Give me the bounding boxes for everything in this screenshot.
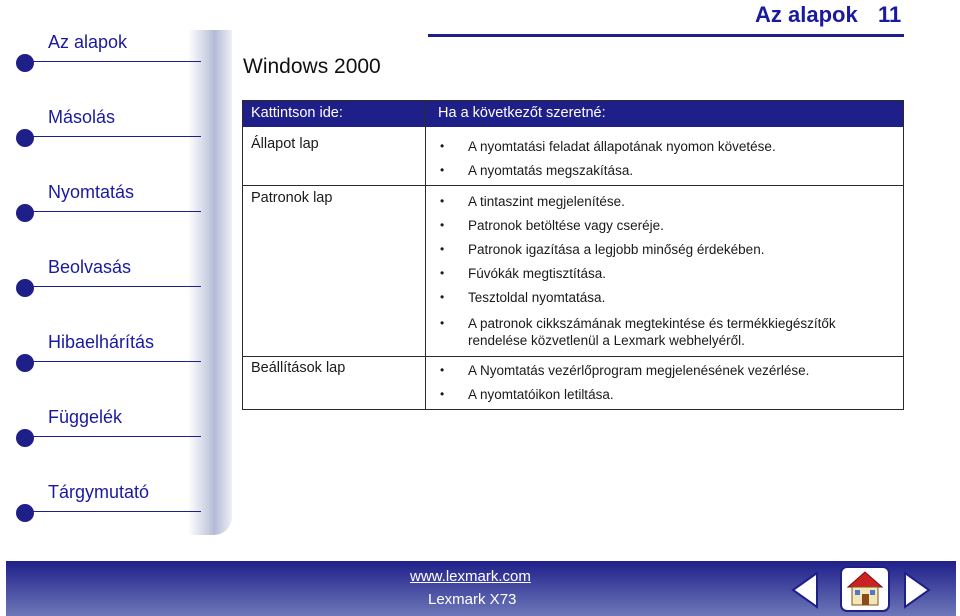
list-item: • A tintaszint megjelenítése. — [440, 194, 625, 209]
bullet-dot-icon — [16, 204, 34, 222]
sidebar-item-az-alapok[interactable] — [16, 32, 186, 62]
bullet-dot-icon — [16, 279, 34, 297]
product-name: Lexmark X73 — [428, 591, 517, 608]
bullet-icon: • — [440, 387, 445, 401]
list-item: • A Nyomtatás vezérlőprogram megjelenésének vezérlése. — [440, 363, 810, 378]
page-heading: Windows 2000 — [243, 55, 381, 78]
sidebar-item-label[interactable]: Másolás — [48, 107, 116, 127]
bullet-icon: • — [440, 194, 445, 208]
sidebar-item-fuggelek[interactable] — [16, 407, 186, 437]
sidebar-item-masolas[interactable] — [16, 107, 186, 137]
list-item: • Patronok betöltése vagy cseréje. — [440, 218, 664, 233]
forward-arrow-icon[interactable] — [902, 570, 932, 615]
divider — [32, 511, 201, 512]
sidebar-item-label[interactable]: Az alapok — [48, 32, 128, 52]
options-table — [242, 100, 904, 410]
row-label-patronok: Patronok lap — [251, 190, 333, 206]
section-title: Az alapok — [755, 2, 858, 27]
bullet-icon: • — [440, 363, 445, 377]
list-item: • Fúvókák megtisztítása. — [440, 266, 607, 281]
sidebar-item-beolvasas[interactable] — [16, 257, 186, 287]
sidebar-item-targymutato[interactable] — [16, 482, 186, 512]
bullet-dot-icon — [16, 504, 34, 522]
list-item: • A patronok cikkszámának megtekintése és termékkiegészítők rendelése közvetlenül a Lexmark webhelyéről. — [440, 316, 836, 348]
row-divider — [243, 356, 903, 357]
sidebar-item-label[interactable]: Hibaelhárítás — [48, 332, 155, 352]
bullet-icon: • — [440, 242, 445, 256]
list-item: • Tesztoldal nyomtatása. — [440, 290, 606, 305]
bullet-dot-icon — [16, 429, 34, 447]
bullet-icon: • — [440, 163, 445, 177]
bullet-icon: • — [440, 139, 445, 153]
divider — [32, 361, 201, 362]
divider — [32, 436, 201, 437]
bullet-icon: • — [440, 316, 445, 330]
column-header-purpose: Ha a következőt szeretné: — [438, 105, 606, 121]
divider — [32, 61, 201, 62]
bullet-dot-icon — [16, 54, 34, 72]
list-item: • A nyomtatóikon letiltása. — [440, 387, 614, 402]
row-label-allapot: Állapot lap — [251, 136, 319, 152]
sidebar-item-label[interactable]: Beolvasás — [48, 257, 132, 277]
column-header-click: Kattintson ide: — [251, 105, 343, 121]
row-divider — [243, 185, 903, 186]
home-icon[interactable] — [840, 566, 890, 616]
table-header — [243, 101, 903, 127]
sidebar-item-label[interactable]: Tárgymutató — [48, 482, 150, 502]
bullet-dot-icon — [16, 129, 34, 147]
sidebar — [0, 0, 230, 555]
bullet-icon: • — [440, 290, 445, 304]
list-item: • A nyomtatási feladat állapotának nyomon követése. — [440, 139, 776, 154]
divider — [32, 136, 201, 137]
sidebar-item-nyomtatas[interactable] — [16, 182, 186, 212]
bullet-icon: • — [440, 218, 445, 232]
list-item: • A nyomtatás megszakítása. — [440, 163, 634, 178]
header-rule — [428, 34, 904, 37]
list-item: • Patronok igazítása a legjobb minőség érdekében. — [440, 242, 765, 257]
divider — [32, 286, 201, 287]
row-label-beallitasok: Beállítások lap — [251, 360, 346, 376]
sidebar-item-hibaelharitas[interactable] — [16, 332, 186, 362]
bullet-icon: • — [440, 266, 445, 280]
sidebar-item-label[interactable]: Függelék — [48, 407, 123, 427]
sidebar-item-label[interactable]: Nyomtatás — [48, 182, 135, 202]
back-arrow-icon[interactable] — [790, 570, 820, 615]
lexmark-website-link[interactable]: www.lexmark.com — [410, 568, 531, 585]
divider — [32, 211, 201, 212]
page-number: 11 — [878, 2, 902, 27]
sidebar-shadow — [188, 30, 232, 535]
bullet-dot-icon — [16, 354, 34, 372]
column-divider — [425, 101, 426, 409]
